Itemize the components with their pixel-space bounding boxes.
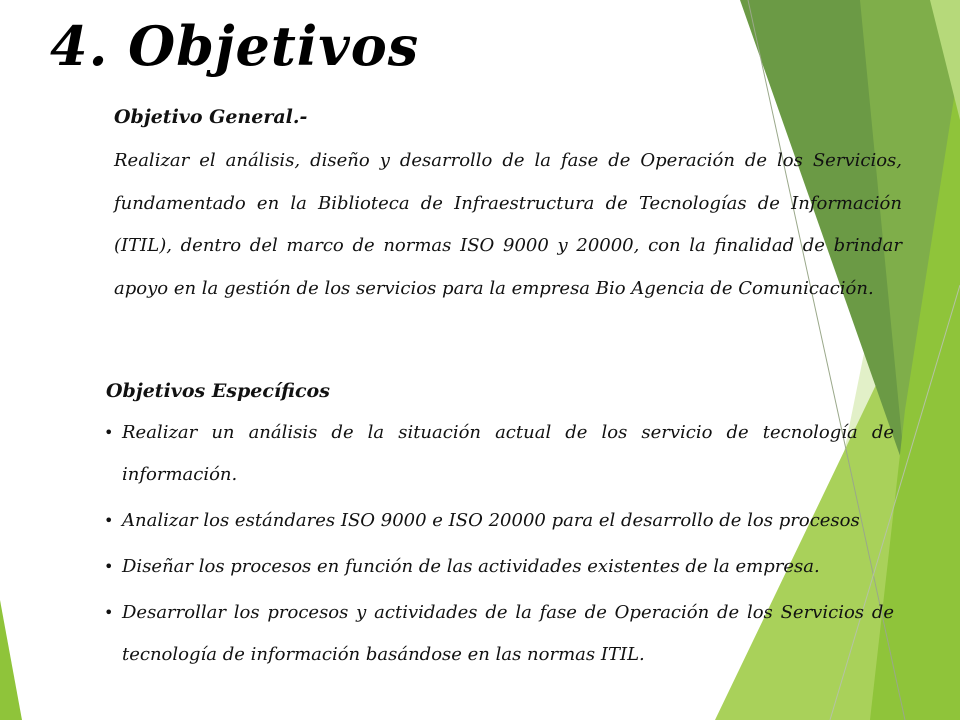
general-objective-heading: Objetivo General.- xyxy=(114,106,308,128)
slide-title: 4. Objetivos xyxy=(50,14,420,78)
bullet-icon: • xyxy=(104,511,114,530)
list-item-text: Realizar un análisis de la situación actual de los servicio de tecnología de información. xyxy=(122,422,894,485)
general-objective-text: Realizar el análisis, diseño y desarrollo de la fase de Operación de los Servicios, fundamentado en la Biblioteca de Infraestructura de Tecnologías de Información (ITIL), dentro del marco de normas ISO 9000 y 20000, con la finalidad de brindar apoyo en la gestión de los servicios para la empresa Bio Agencia de Comunicación. xyxy=(114,150,902,299)
bullet-icon: • xyxy=(104,423,114,442)
list-item-text: Diseñar los procesos en función de las actividades existentes de la empresa. xyxy=(122,556,820,577)
specific-objectives-list xyxy=(104,412,894,680)
list-item-text: Analizar los estándares ISO 9000 e ISO 20000 para el desarrollo de los procesos xyxy=(122,510,860,531)
list-item-text: Desarrollar los procesos y actividades de la fase de Operación de los Servicios de tecnología de información basándose en las normas ITIL. xyxy=(122,602,894,665)
list-item xyxy=(104,500,894,542)
list-item xyxy=(104,592,894,676)
corner-triangle xyxy=(0,600,22,720)
bullet-icon: • xyxy=(104,557,114,576)
list-item xyxy=(104,412,894,496)
list-item xyxy=(104,546,894,588)
bullet-icon: • xyxy=(104,603,114,622)
specific-objectives-heading: Objetivos Específicos xyxy=(106,380,330,402)
